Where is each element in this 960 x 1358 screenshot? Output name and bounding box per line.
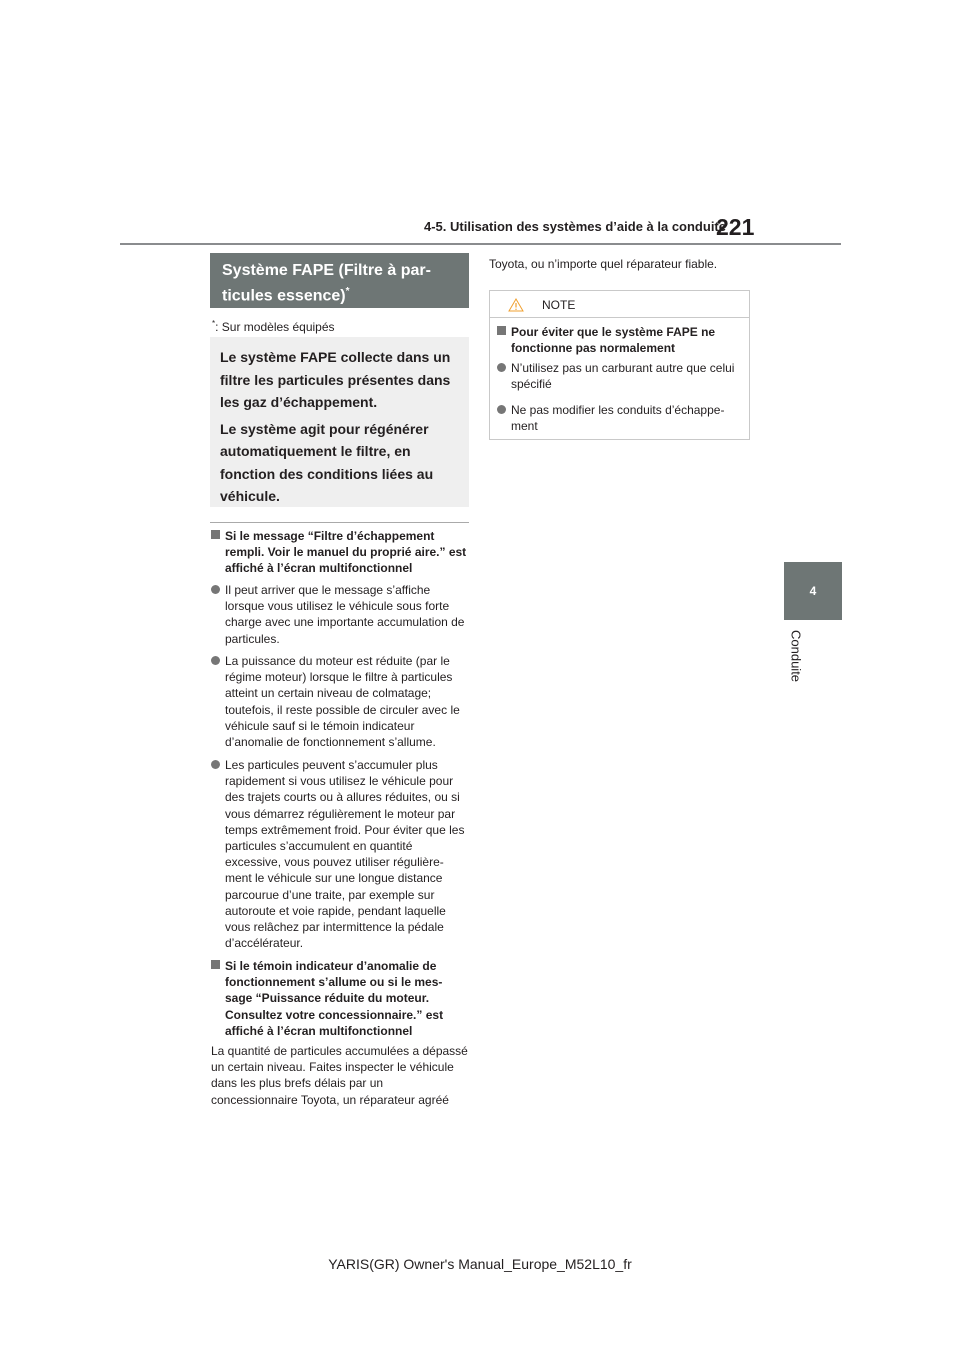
paragraph: La quantité de particules accumulées a dépassé un certain niveau. Faites inspecter le véhicule dans les plus brefs délais par un concessionnaire Toyota, un réparateur agréé (211, 1044, 468, 1107)
note-list-item (497, 360, 737, 392)
page-number: 221 (716, 214, 755, 240)
circle-bullet-icon (211, 760, 220, 769)
note-subheading (497, 324, 737, 356)
list-item (211, 757, 469, 951)
list-item-text: La puissance du moteur est réduite (par le régime moteur) lorsque le filtre à particules atteint un certain niveau de colmatage; toutefois, il reste possible de circuler avec le véhicule sauf si le témoin indicateur d’anomalie de fonctionnement s’allume. (225, 654, 460, 750)
circle-bullet-icon (211, 656, 220, 665)
chapter-number: 4 (809, 584, 817, 598)
section-header-title: 4-5. Utilisation des systèmes d’aide à la conduite (424, 219, 726, 234)
intro-box (210, 337, 469, 507)
note-label: NOTE (542, 298, 576, 312)
note-list-item (497, 402, 737, 434)
square-bullet-icon (497, 326, 506, 335)
circle-bullet-icon (211, 585, 220, 594)
subheading-filter-full (211, 528, 469, 577)
warning-icon (508, 298, 524, 312)
circle-bullet-icon (497, 405, 506, 414)
section-title-mark: * (345, 286, 350, 297)
note-subheading-text: Pour éviter que le système FAPE ne fonctionne pas normalement (511, 325, 716, 356)
chapter-label: Conduite (788, 630, 804, 683)
list-item-text: Il peut arriver que le message s’affiche lorsque vous utilisez le véhicule sous forte charge avec une importante accumulation de particules. (225, 583, 465, 646)
section-title-line2: ticules essence) (222, 287, 346, 305)
square-bullet-icon (211, 530, 220, 539)
note-list-item-text: N’utilisez pas un carburant autre que celui spécifié (511, 361, 735, 392)
square-bullet-icon (211, 960, 220, 969)
note-header (490, 291, 749, 318)
footnote-text: : Sur modèles équipés (215, 320, 335, 334)
chapter-tab (784, 562, 842, 620)
note-box (489, 290, 750, 440)
subheading-malfunction (211, 958, 469, 1039)
section-title (210, 253, 469, 308)
intro-paragraph-2: Le système agit pour régénérer automatiquement le filtre, en fonction des conditions liées au véhicule. (220, 420, 434, 504)
separator (210, 522, 469, 523)
list-item-text: Les particules peuvent s’accumuler plus rapidement si vous utilisez le véhicule pour des trajets courts ou à allures réduites, ou si vous démarrez régulièrement le moteur par temps extrêmement froid. Pour éviter que les particules s’accumulent en quantité excessive, vous pouvez utiliser régulière- ment le véhicule sur une longue distance parcourue d’une traite, par exemple sur autoroute et voie rapide, pendant laquelle vous relâchez par intermittence la pédale d’accélérateur. (225, 758, 465, 951)
footer-manual-id: YARIS(GR) Owner's Manual_Europe_M52L10_fr (328, 1256, 632, 1272)
subheading-text: Si le témoin indicateur d’anomalie de fonctionnement s’allume ou si le mes- sage “Puissance réduite du moteur. Consultez votre concessionnaire.” est affiché à l’écran multifonctionnel (225, 959, 444, 1038)
continuation-paragraph: Toyota, ou n’importe quel réparateur fiable. (489, 257, 718, 271)
footnote (212, 319, 335, 334)
list-item (211, 582, 469, 647)
circle-bullet-icon (497, 363, 506, 372)
header-rule (120, 243, 841, 245)
footnote-mark: * (212, 319, 216, 328)
section-title-line1: Système FAPE (Filtre à par- (222, 262, 431, 279)
note-list-item-text: Ne pas modifier les conduits d’échappe- ment (511, 403, 725, 434)
list-item (211, 653, 469, 750)
intro-paragraph-1: Le système FAPE collecte dans un filtre les particules présentes dans les gaz d’échappement. (220, 349, 451, 410)
subheading-text: Si le message “Filtre d’échappement rempli. Voir le manuel du proprié aire.” est affiché à l’écran multifonctionnel (225, 529, 467, 576)
